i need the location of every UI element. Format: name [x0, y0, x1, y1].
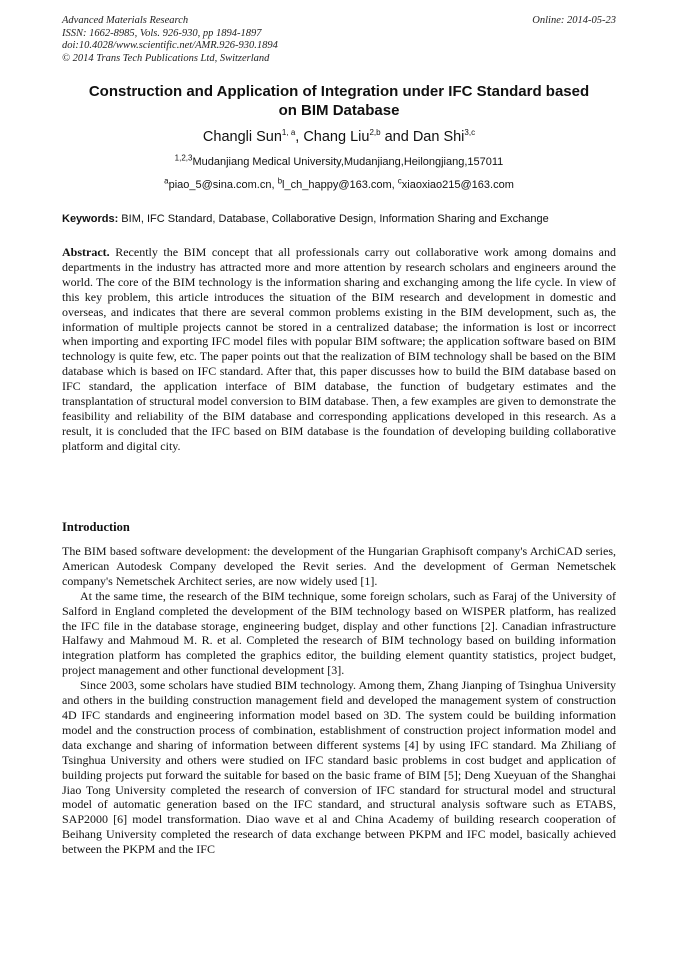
- abstract-paragraph: [62, 245, 616, 454]
- email-address: piao_5@sina.com.cn,: [168, 179, 278, 191]
- online-date: Online: 2014-05-23: [532, 15, 616, 26]
- author-name: Chang Liu: [303, 129, 370, 145]
- author-superscript: 2,b: [369, 128, 381, 138]
- journal-header: [62, 15, 616, 65]
- copyright-line: © 2014 Trans Tech Publications Ltd, Switzerland: [62, 52, 270, 64]
- journal-name: Advanced Materials Research: [62, 15, 189, 26]
- author-separator: ,: [295, 129, 304, 145]
- paper-title: [62, 82, 616, 120]
- affiliation: [62, 155, 616, 169]
- keywords-label: Keywords:: [62, 213, 119, 225]
- author-name: Changli Sun: [202, 129, 282, 145]
- intro-paragraph: Since 2003, some scholars have studied BIM technology. Among them, Zhang Jianping of Tsinghua University and others in the building construction management field and developed the management system of construction 4D IFC standards and engineering information model based on 3D. The system could be building information model and the construction process of combination, establishment of construction project information model and data exchange and sharing of information between different systems [4] by using IFC standard. Ma Zhiliang of Tsinghua University and others were studied on IFC standard basic problems in cost budget and application of building projects put forward the suitable for based on the basic frame of BIM [5]; Deng Xueyuan of the Shanghai Jiao Tong University completed the research of conversion of IFC standard for structural model and structural model of automatic generation based on the IFC standard, and structural analysis software such as ETABS, SAP2000 [6] model transformation. Diao wave et al and China Academy of building research cooperation of Beihang University completed the research of data exchange between PKPM and IFC model, basically achieved between the PKPM and the IFC: [62, 678, 616, 857]
- title-line-2: on BIM Database: [278, 102, 400, 119]
- author-separator: and: [380, 129, 413, 145]
- email-superscript: c: [397, 176, 402, 186]
- abstract-text: Recently the BIM concept that all professionals carry out collaborative work among domains and departments in the industry has attracted more and more attention by research scholars and engineers around the world. The core of the BIM technology is the information sharing and exchanging among the life cycle. In view of this key problem, this article introduces the situation of the BIM research and development in domestic and overseas, and indicates that there are several common problems existing in the BIM development, such as, the information of multiple projects cannot be stored in a centralized database; the information is lost or incorrect when importing and exporting IFC model files with popular BIM software; the application software based on BIM technology is quite few, etc. The paper points out that the realization of BIM technology shall be based on the BIM database which is based on IFC standard. After that, this paper discusses how to build the BIM database based on IFC standard, the application interface of BIM database, the function of budgetary estimates and the transplantation of structural model conversion to BIM database. Then, a few examples are given to demonstrate the feasibility and reliability of the BIM database and corresponding applications developed in this research. As a result, it is concluded that the IFC based on BIM database is the foundation of developing building collaborative platform and digital city.: [62, 245, 616, 453]
- email-superscript: a: [164, 176, 169, 186]
- abstract-label: Abstract.: [62, 245, 110, 259]
- affiliation-text: Mudanjiang Medical University,Mudanjiang,Heilongjiang,157011: [192, 156, 504, 168]
- author-superscript: 3,c: [464, 128, 476, 138]
- email-address: xiaoxiao215@163.com: [401, 179, 514, 191]
- doi-line: doi:10.4028/www.scientific.net/AMR.926-930.1894: [62, 40, 278, 51]
- intro-paragraph: The BIM based software development: the development of the Hungarian Graphisoft company's ArchiCAD series, American Autodesk Company developed the Revit series. And the development of German Nemetschek company's Nemetschek Architect series, are now widely used [1].: [62, 544, 616, 588]
- author-name: Dan Shi: [412, 129, 465, 145]
- keywords-text: BIM, IFC Standard, Database, Collaborative Design, Information Sharing and Exchange: [118, 213, 549, 225]
- author-list: [62, 128, 616, 146]
- affiliation-superscript: 1,2,3: [174, 153, 193, 163]
- intro-paragraph: At the same time, the research of the BIM technique, some foreign scholars, such as Faraj of the University of Salford in England completed the development of the BIM technology based on WISPER platform, has realized the IFC file in the database storage, engineering budget, display and other functions [2]. Canadian infrastructure Halfawy and Mahmoud M. R. et al. Completed the research of BIM technology based on building information integration platform has completed the graphics editor, the building element quantity statistics, project budget, project management and other functional development [3].: [62, 588, 616, 678]
- issn-line: ISSN: 1662-8985, Vols. 926-930, pp 1894-1897: [62, 27, 262, 39]
- author-superscript: 1, a: [281, 128, 296, 138]
- section-heading-introduction: Introduction: [62, 520, 130, 534]
- introduction-body: [62, 544, 616, 857]
- title-line-1: Construction and Application of Integration under IFC Standard based: [88, 83, 590, 100]
- email-address: l_ch_happy@163.com,: [282, 179, 398, 191]
- keywords-line: [62, 212, 616, 226]
- email-superscript: b: [277, 176, 283, 186]
- email-list: [62, 178, 616, 192]
